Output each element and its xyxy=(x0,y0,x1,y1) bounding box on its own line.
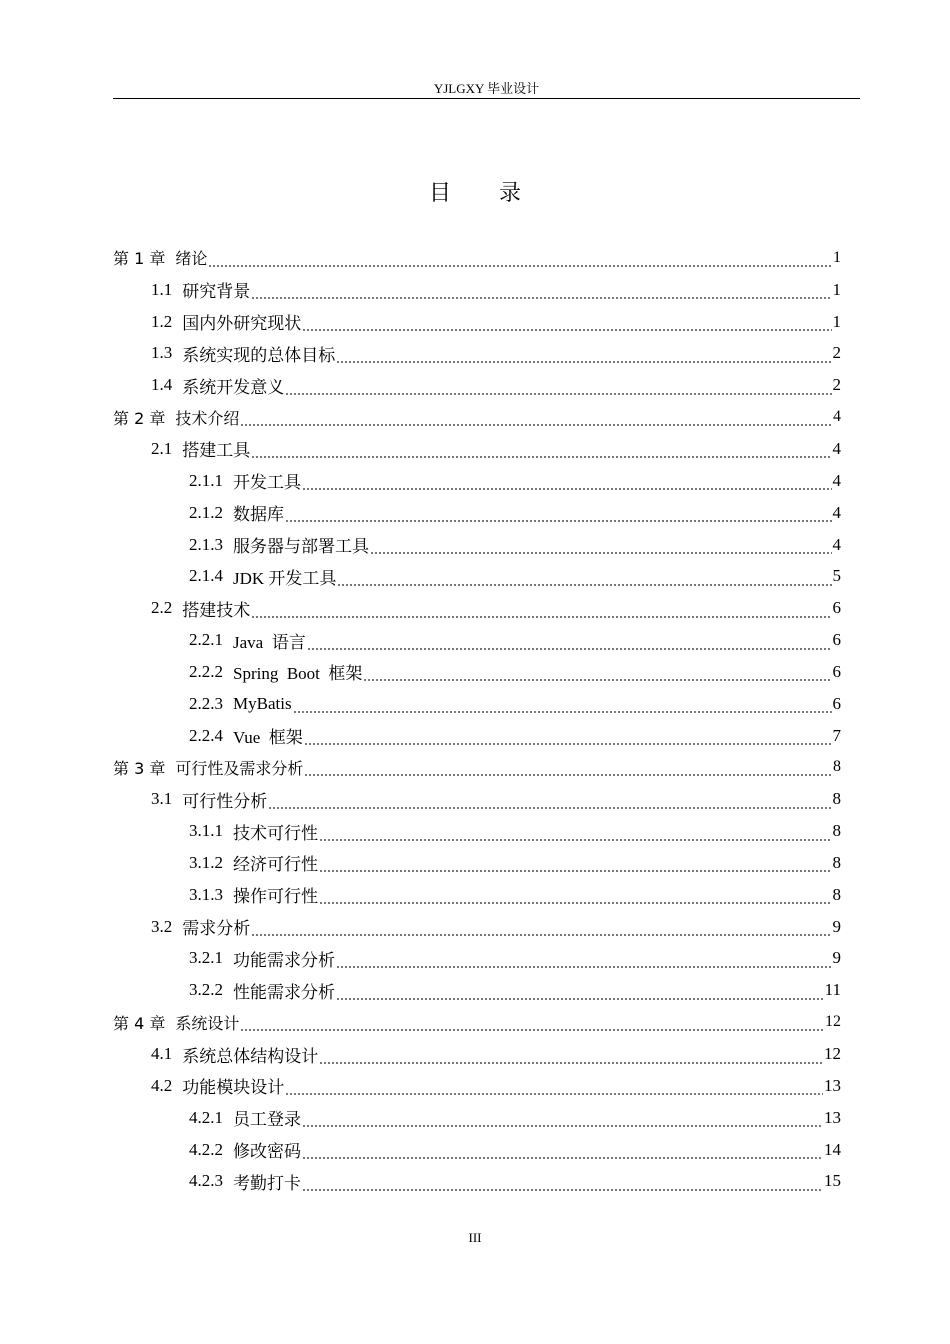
toc-title-char: 目 xyxy=(428,181,451,206)
toc-entry-number: 2.1.3 xyxy=(189,534,223,554)
toc-entry-number: 1.2 xyxy=(151,311,173,331)
toc-entry-number: 2.2 xyxy=(151,598,173,618)
toc-entry-page: 9 xyxy=(832,948,841,968)
toc-entry-page: 7 xyxy=(832,725,841,745)
page-footer xyxy=(0,1229,950,1247)
toc-entry-number: 第 3 章 xyxy=(113,758,166,778)
toc-entry-page: 6 xyxy=(832,630,841,650)
toc-title xyxy=(0,178,950,210)
toc-entry[interactable] xyxy=(113,752,841,784)
toc-entry-page: 2 xyxy=(832,343,841,363)
toc-entry-title: 搭建工具 xyxy=(182,441,251,461)
toc-entry-page: 4 xyxy=(832,534,841,554)
toc-dot-leader xyxy=(302,1175,823,1192)
toc-dot-leader xyxy=(285,1079,823,1096)
toc-entry[interactable] xyxy=(113,401,841,433)
toc-dot-leader xyxy=(302,315,831,332)
toc-entry-page: 13 xyxy=(824,1107,841,1127)
toc-entry-page: 8 xyxy=(832,821,841,841)
toc-entry-page: 9 xyxy=(832,916,841,936)
toc-dot-leader xyxy=(240,1016,824,1032)
toc-entry-page: 4 xyxy=(833,408,841,426)
toc-entry-title: 性能需求分析 xyxy=(233,982,335,1002)
toc-entry-title: 功能模块设计 xyxy=(182,1078,285,1098)
toc-entry[interactable] xyxy=(113,656,841,688)
toc-entry[interactable] xyxy=(113,242,841,274)
toc-entry-page: 11 xyxy=(824,980,841,1000)
toc-entry-number: 3.1.2 xyxy=(189,852,223,872)
toc-entry-title: JDK 开发工具 xyxy=(233,568,337,588)
toc-entry[interactable] xyxy=(113,688,841,720)
toc-dot-leader xyxy=(285,506,832,523)
toc-dot-leader xyxy=(240,411,832,427)
toc-entry[interactable] xyxy=(113,306,841,338)
toc-entry-page: 4 xyxy=(832,470,841,490)
toc-entry-number: 4.2.1 xyxy=(189,1107,223,1127)
toc-entry-number: 2.2.3 xyxy=(189,693,223,713)
toc-entry-title: 搭建技术 xyxy=(182,600,251,620)
page-header xyxy=(113,80,860,99)
toc-dot-leader xyxy=(251,602,831,619)
toc-dot-leader xyxy=(370,538,832,555)
toc-entry[interactable] xyxy=(113,974,841,1006)
toc-entry[interactable] xyxy=(113,911,841,943)
toc-entry-title: Vue 框架 xyxy=(233,728,303,748)
toc-entry-page: 1 xyxy=(832,279,841,299)
toc-entry-number: 2.1 xyxy=(151,438,173,458)
toc-entry[interactable] xyxy=(113,1038,841,1070)
toc-entry-number: 1.4 xyxy=(151,375,173,395)
toc-entry[interactable] xyxy=(113,497,841,529)
toc-entry[interactable] xyxy=(113,943,841,975)
toc-dot-leader xyxy=(307,634,832,651)
toc-entry-page: 4 xyxy=(832,502,841,522)
toc-entry-title: 服务器与部署工具 xyxy=(233,537,369,557)
toc-entry[interactable] xyxy=(113,783,841,815)
toc-entry[interactable] xyxy=(113,433,841,465)
toc-entry-title: 国内外研究现状 xyxy=(182,314,302,334)
toc-entry-page: 8 xyxy=(832,789,841,809)
toc-entry-title: 员工登录 xyxy=(233,1110,301,1130)
toc-entry-page: 6 xyxy=(832,693,841,713)
toc-entry-page: 12 xyxy=(824,1044,841,1064)
toc-entry-number: 2.2.1 xyxy=(189,630,223,650)
toc-entry-title: 可行性及需求分析 xyxy=(175,760,304,778)
toc-entry-page: 1 xyxy=(833,248,841,266)
toc-dot-leader xyxy=(302,474,832,491)
toc-entry-page: 12 xyxy=(825,1013,841,1031)
toc-entry-title: Spring Boot 框架 xyxy=(233,664,363,684)
toc-entry-number: 3.1.1 xyxy=(189,821,223,841)
toc-dot-leader xyxy=(336,347,831,364)
toc-entry[interactable] xyxy=(113,720,841,752)
toc-entry-page: 15 xyxy=(824,1171,841,1191)
toc-entry-title: MyBatis xyxy=(233,693,292,713)
toc-entry-page: 8 xyxy=(833,758,841,776)
toc-entry[interactable] xyxy=(113,369,841,401)
toc-dot-leader xyxy=(251,442,831,459)
toc-entry-page: 8 xyxy=(832,852,841,872)
toc-entry-title: 技术可行性 xyxy=(233,823,318,843)
toc-entry-title: 修改密码 xyxy=(233,1142,301,1162)
toc-entry[interactable] xyxy=(113,815,841,847)
toc-entry-title: 技术介绍 xyxy=(175,410,240,428)
toc-entry-number: 3.1.3 xyxy=(189,884,223,904)
toc-entry[interactable] xyxy=(113,624,841,656)
toc-entry-page: 4 xyxy=(832,438,841,458)
toc-entry-number: 1.1 xyxy=(151,279,173,299)
toc-entry-title: 经济可行性 xyxy=(233,855,318,875)
toc-entry-title: 系统总体结构设计 xyxy=(182,1046,319,1066)
toc-entry-number: 2.1.4 xyxy=(189,566,223,586)
toc-entry-number: 3.2 xyxy=(151,916,173,936)
toc-dot-leader xyxy=(304,761,832,777)
toc-entry-page: 14 xyxy=(824,1139,841,1159)
toc-entry-page: 6 xyxy=(832,661,841,681)
toc-entry-page: 1 xyxy=(832,311,841,331)
page-number: III xyxy=(468,1230,482,1245)
header-text: YJLGXY 毕业设计 xyxy=(433,81,540,96)
toc-entry-page: 5 xyxy=(832,566,841,586)
toc-dot-leader xyxy=(208,252,832,268)
toc-entry-number: 4.2.3 xyxy=(189,1171,223,1191)
toc-entry-number: 第 1 章 xyxy=(113,249,166,269)
toc-entry[interactable] xyxy=(113,879,841,911)
toc-dot-leader xyxy=(251,283,831,300)
toc-dot-leader xyxy=(251,920,831,937)
toc-entry[interactable] xyxy=(113,338,841,370)
toc-entry-number: 3.2.1 xyxy=(189,948,223,968)
toc-entry-title: 研究背景 xyxy=(182,282,251,302)
toc-dot-leader xyxy=(302,1111,823,1128)
toc-entry-title: 系统实现的总体目标 xyxy=(182,345,336,365)
toc-entry-number: 3.2.2 xyxy=(189,980,223,1000)
toc-dot-leader xyxy=(293,697,832,714)
toc-entry-number: 2.1.2 xyxy=(189,502,223,522)
toc-entry[interactable] xyxy=(113,274,841,306)
toc-entry-title: 系统设计 xyxy=(175,1015,240,1033)
toc-entry-number: 2.1.1 xyxy=(189,470,223,490)
toc-entry-title: 功能需求分析 xyxy=(233,950,335,970)
toc-dot-leader xyxy=(336,952,832,969)
toc-list xyxy=(113,242,841,1197)
toc-entry[interactable] xyxy=(113,1102,841,1134)
toc-entry-page: 13 xyxy=(824,1075,841,1095)
toc-entry-number: 4.2.2 xyxy=(189,1139,223,1159)
toc-dot-leader xyxy=(363,665,831,682)
toc-entry-title: 考勤打卡 xyxy=(233,1173,301,1193)
toc-entry[interactable] xyxy=(113,1165,841,1197)
toc-entry-page: 6 xyxy=(832,598,841,618)
toc-dot-leader xyxy=(337,570,831,587)
toc-entry-number: 4.2 xyxy=(151,1075,173,1095)
toc-entry-number: 2.2.4 xyxy=(189,725,223,745)
toc-dot-leader xyxy=(304,729,832,746)
toc-entry-title: 可行性分析 xyxy=(182,791,268,811)
toc-entry[interactable] xyxy=(113,529,841,561)
toc-dot-leader xyxy=(319,1048,823,1065)
toc-entry-title: 绪论 xyxy=(175,251,208,269)
toc-entry[interactable] xyxy=(113,1070,841,1102)
toc-entry-title: 操作可行性 xyxy=(233,887,318,907)
toc-dot-leader xyxy=(319,856,832,873)
toc-dot-leader xyxy=(285,379,831,396)
toc-entry-number: 2.2.2 xyxy=(189,661,223,681)
toc-dot-leader xyxy=(268,793,831,810)
toc-entry[interactable] xyxy=(113,1006,841,1038)
toc-entry[interactable] xyxy=(113,592,841,624)
toc-entry[interactable] xyxy=(113,465,841,497)
toc-dot-leader xyxy=(302,1143,823,1160)
toc-entry-number: 1.3 xyxy=(151,343,173,363)
toc-entry[interactable] xyxy=(113,1134,841,1166)
toc-entry[interactable] xyxy=(113,847,841,879)
toc-dot-leader xyxy=(319,825,832,842)
toc-dot-leader xyxy=(336,984,824,1001)
toc-entry-number: 第 4 章 xyxy=(113,1013,166,1033)
toc-entry-page: 2 xyxy=(832,375,841,395)
toc-entry-title: 系统开发意义 xyxy=(182,377,285,397)
toc-entry-number: 3.1 xyxy=(151,789,173,809)
toc-dot-leader xyxy=(319,888,832,905)
toc-entry-number: 4.1 xyxy=(151,1044,173,1064)
toc-entry[interactable] xyxy=(113,560,841,592)
toc-entry-title: 数据库 xyxy=(233,505,284,525)
toc-entry-number: 第 2 章 xyxy=(113,408,166,428)
toc-entry-page: 8 xyxy=(832,884,841,904)
toc-entry-title: Java 语言 xyxy=(233,632,306,652)
toc-entry-title: 需求分析 xyxy=(182,919,251,939)
toc-entry-title: 开发工具 xyxy=(233,473,301,493)
toc-title-char: 录 xyxy=(499,181,522,206)
